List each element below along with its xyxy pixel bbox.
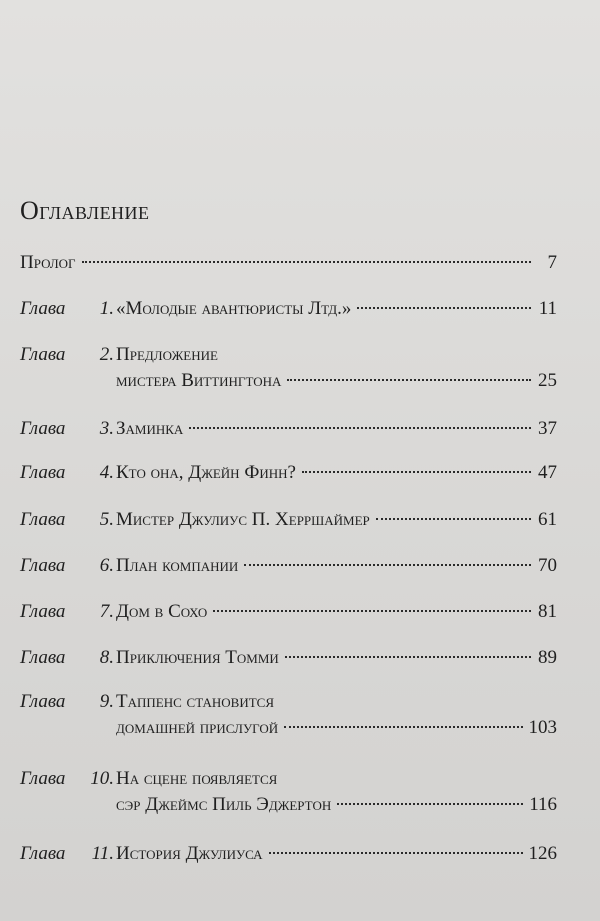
chapter-number: 5. [99,509,114,530]
chapter-label: Глава [20,509,66,530]
page-number: 47 [538,462,557,483]
chapter-number: 6. [99,555,114,576]
chapter-number: 8. [99,647,114,668]
page-number: 89 [538,647,557,668]
entry-title: «Молодые авантюристы Лтд.» [116,298,352,319]
chapter-label: Глава [20,418,66,439]
dot-leader [287,379,531,381]
chapter-label: Глава [20,344,66,365]
entry-title-continued: мистера Виттингтона [116,370,282,391]
page-number: 116 [529,794,557,815]
entry-title: План компании [116,555,239,576]
chapter-number: 3. [99,418,114,439]
toc-entry-chapter-4[interactable] [20,462,557,488]
toc-entry-chapter-6[interactable] [20,555,557,581]
toc-entry-chapter-8[interactable] [20,647,557,673]
chapter-label: Глава [20,691,66,712]
chapter-number: 9. [99,691,114,712]
page-number: 25 [538,370,557,391]
chapter-label: Глава [20,843,66,864]
dot-leader [357,307,531,309]
entry-title: Приключения Томми [116,647,279,668]
entry-title-continued: сэр Джеймс Пиль Эджертон [116,794,332,815]
chapter-label: Глава [20,555,66,576]
entry-title-continued: домашней прислугой [116,717,279,738]
entry-title: История Джулиуса [116,843,263,864]
page-number: 70 [538,555,557,576]
toc-entry-chapter-10[interactable] [20,768,557,820]
toc-entry-chapter-9[interactable] [20,691,557,743]
entry-title: На сцене появляется [116,768,278,789]
chapter-label: Глава [20,601,66,622]
chapter-number: 10. [90,768,114,789]
toc-entry-chapter-7[interactable] [20,601,557,627]
chapter-number: 1. [99,298,114,319]
dot-leader [213,610,531,612]
chapter-number: 4. [99,462,114,483]
chapter-number: 2. [99,344,114,365]
dot-leader [376,518,531,520]
entry-title: Дом в Сохо [116,601,208,622]
chapter-label: Глава [20,462,66,483]
chapter-label: Глава [20,298,66,319]
dot-leader [189,427,531,429]
entry-title: Пролог [20,252,76,273]
dot-leader [269,852,523,854]
page-number: 126 [528,843,557,864]
entry-title: Кто она, Джейн Финн? [116,462,296,483]
chapter-number: 11. [91,843,114,864]
entry-title: Мистер Джулиус П. Херршаймер [116,509,370,530]
dot-leader [82,261,531,263]
chapter-number: 7. [99,601,114,622]
toc-entry-chapter-3[interactable] [20,418,557,444]
entry-title: Заминка [116,418,184,439]
toc-entry-prolog[interactable] [20,252,557,278]
chapter-label: Глава [20,768,66,789]
dot-leader [285,656,531,658]
toc-entry-chapter-1[interactable] [20,298,557,324]
toc-heading: Оглавление [20,196,150,225]
chapter-label: Глава [20,647,66,668]
page-number: 103 [528,717,557,738]
toc-entry-chapter-5[interactable] [20,509,557,535]
toc-entry-chapter-2[interactable] [20,344,557,396]
page-number: 11 [538,298,557,319]
dot-leader [284,726,522,728]
dot-leader [337,803,523,805]
entry-title: Таппенс становится [116,691,274,712]
dot-leader [302,471,531,473]
dot-leader [244,564,531,566]
page-number: 81 [538,601,557,622]
page-number: 37 [538,418,557,439]
page-number: 7 [547,252,557,273]
toc-entry-chapter-11[interactable] [20,843,557,869]
page-number: 61 [538,509,557,530]
entry-title: Предложение [116,344,218,365]
